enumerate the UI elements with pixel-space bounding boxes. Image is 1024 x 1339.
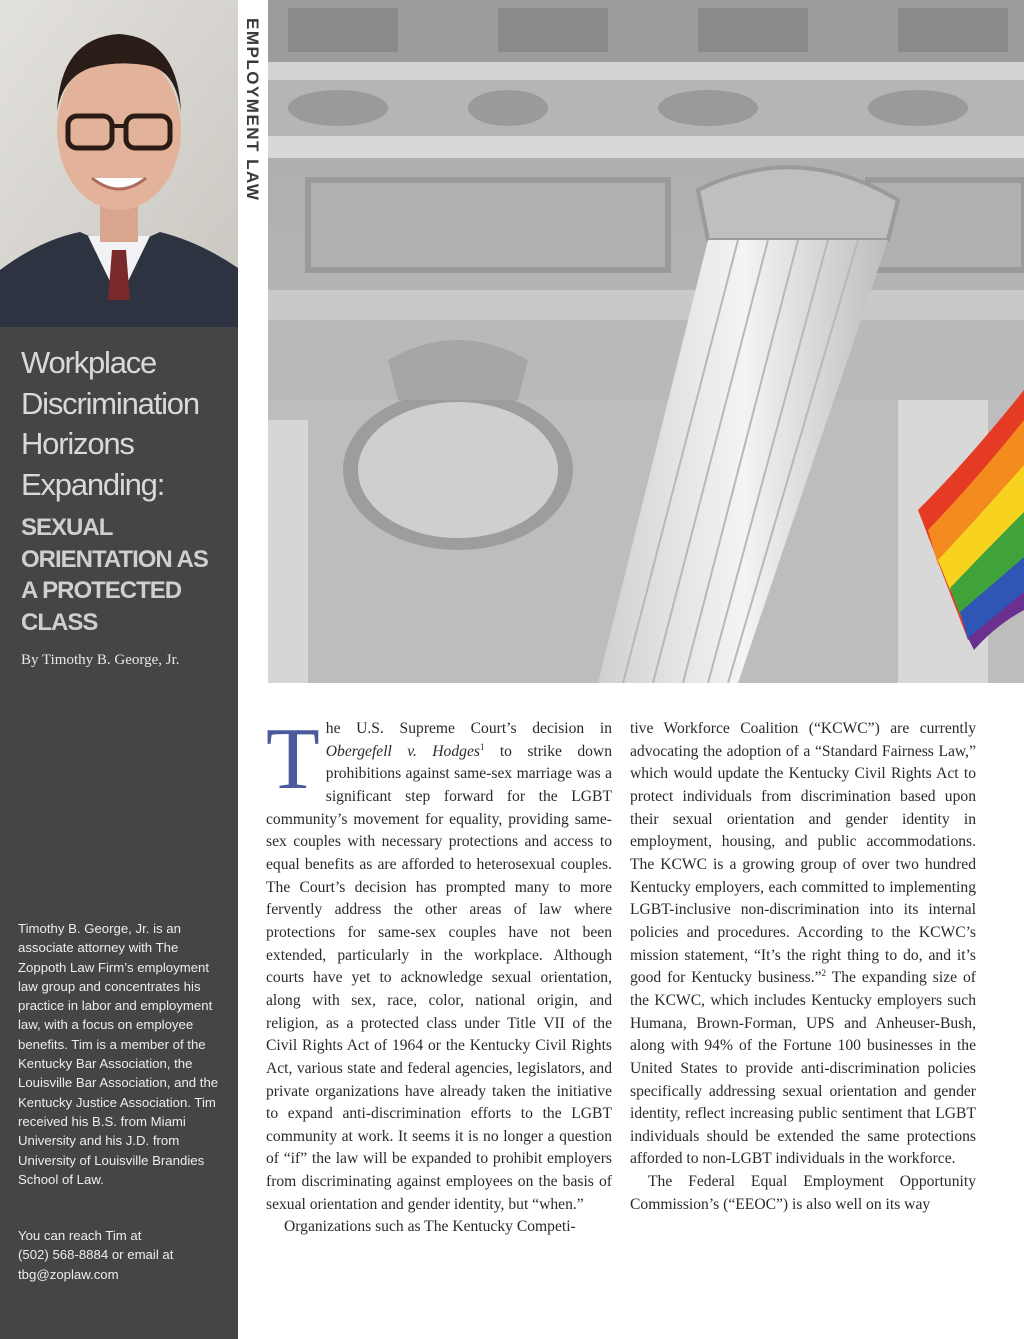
footnote-marker: 2 [821, 968, 827, 979]
contact-email: tbg@zoplaw.com [18, 1266, 119, 1282]
article-text: to strike down prohibitions against same-sex marriage was a significant step forward for the LGBT community’s movement for equality, providing same-sex couples with necessary protections and access to equal benefits as are afforded to heterosexual couples. The Court’s decision has prompted many to more fervently address the other areas of law where protections for same-sex couples have not been extended, particularly in the workplace. Although courts have yet to acknowledge sexual orientation, along with sex, race, color, national origin, and religion, as a protected class under Title VII of the Civil Rights Act of 1964 or the Kentucky Civil Rights Act, various state and federal agencies, legislators, and private organizations have already taken the initiative to expand anti-discrimination efforts to the LGBT community at work. It seems it is no longer a question of “if” the law will be expanded to prohibit employers from discriminating against employees on the basis of sexual orientation and gender identity, but “when.” [266, 742, 612, 1213]
article-text: he U.S. Supreme Court’s decision in [325, 720, 612, 737]
byline: By Timothy B. George, Jr. [21, 652, 180, 668]
article-text: Organizations such as The Kentucky Competi- [284, 1218, 576, 1236]
headline-line: Horizons [21, 426, 134, 461]
section-label [238, 0, 268, 327]
case-name: Obergefell v. Hodges [325, 742, 480, 760]
article-paragraph [266, 1216, 612, 1239]
article-text: The Federal Equal Employment Opportunity Commission’s (“EEOC”) is also well on its way [630, 1173, 976, 1213]
article-column-1 [266, 711, 612, 1239]
subhead-line: CLASS [21, 608, 98, 636]
contact-phone: (502) 568-8884 or email at [18, 1247, 174, 1263]
courthouse-column-photo [268, 0, 1024, 683]
article-paragraph [630, 718, 976, 1171]
subhead-line: SEXUAL [21, 514, 113, 541]
author-portrait [0, 0, 238, 327]
article-text: The expanding size of the KCWC, which includes Kentucky employers such Humana, Brown-Forman, UPS and Anheuser-Bush, along with 94% of the Fortune 100 businesses in the United States to provide anti-discrimination policies specifically addressing sexual orientation and gender identity, reflect increasing public sentiment that LGBT individuals should be extended the same protections afforded to non-LGBT individuals in the workforce. [630, 969, 976, 1168]
author-bio: Timothy B. George, Jr. is an associate attorney with The Zoppoth Law Firm’s employment law group and concentrates his practice in labor and employment law, with a focus on employee benefits. Tim is a member of the Kentucky Bar Association, the Louisville Bar Association, and the Kentucky Justice Association. Tim received his B.S. from Miami University and his J.D. from University of Louisville Brandies School of Law. [18, 921, 219, 1187]
contact-line: You can reach Tim at [18, 1228, 142, 1243]
article-column-2 [630, 718, 976, 1216]
article-headline [21, 343, 226, 505]
drop-cap: T [266, 711, 320, 808]
article-text: tive Workforce Coalition (“KCWC”) are currently advocating the adoption of a “Standard Fairness Law,” which would update the Kentucky Civil Rights Act to protect individuals from discrimination based upon their sexual orientation and gender identity in employment, housing, and public accommodations. The KCWC is a growing group of over two hundred Kentucky employers, each committed to implementing LGBT-inclusive non-discrimination into its internal policies and procedures. According to the KCWC’s mission statement, “It’s the right thing to do, and it’s good for Kentucky business.” [630, 720, 976, 987]
sidebar [0, 0, 238, 1339]
footnote-marker: 1 [479, 741, 485, 752]
hero-photo [268, 0, 1024, 683]
article-paragraph [266, 711, 612, 1216]
article-subhead [21, 512, 226, 638]
subhead-line: A PROTECTED [21, 577, 182, 604]
subhead-line: ORIENTATION AS [21, 545, 208, 573]
headline-line: Workplace [21, 345, 157, 380]
portrait-photo [0, 0, 238, 327]
article-paragraph [630, 1171, 976, 1216]
headline-line: Discrimination [21, 385, 199, 421]
headline-line: Expanding: [21, 466, 165, 502]
section-label-text: EMPLOYMENT LAW [243, 18, 262, 202]
author-contact [18, 1226, 230, 1284]
